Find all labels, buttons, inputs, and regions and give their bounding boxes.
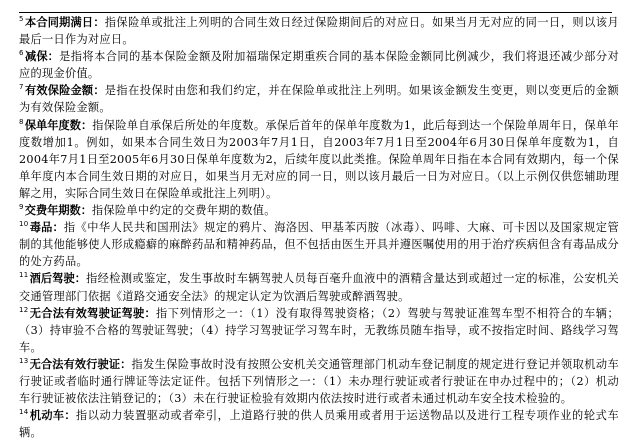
footnote-number: 9	[19, 203, 24, 212]
footnote-separator-line	[19, 12, 612, 13]
definition-text: 是指将本合同的基本保险金额及附加福瑞保定期重疾合同的基本保险金额同比例减少，我们将退还减少部分对应的现金价值。	[19, 50, 619, 81]
definition-item	[19, 270, 619, 304]
definition-term: 保单年度数：	[24, 118, 93, 132]
footnote-number: 12	[19, 305, 29, 314]
footnote-number: 14	[19, 408, 29, 417]
definitions-list	[19, 14, 619, 441]
footnote-number: 8	[19, 117, 24, 126]
footnote-number: 6	[19, 49, 24, 58]
definition-term: 无合法有效驾驶证驾驶：	[29, 306, 156, 320]
definition-item	[19, 407, 619, 441]
definition-text: 指保险单或批注上列明的合同生效日经过保险期间后的对应日。如果当月无对应的同一日，则以该月最后一日作为对应日。	[19, 16, 619, 47]
definition-term: 机动车：	[29, 409, 76, 423]
definition-item	[19, 48, 619, 82]
footnote-number: 7	[19, 83, 24, 92]
definition-term: 本合同期满日：	[24, 16, 105, 29]
definition-text: 指保险单中约定的交费年期的数值。	[91, 204, 276, 218]
definition-item	[19, 305, 619, 356]
footnote-number: 5	[19, 15, 24, 23]
definition-text: 指《中华人民共和国刑法》规定的鸦片、海洛因、甲基苯丙胺（冰毒）、吗啡、大麻、可卡因以及国家规定管制的其他能够使人形成瘾癖的麻醉药品和精神药品，但不包括由医生开具并遵医嘱使用的用于治疗疾病但含有毒品成分的处方药品。	[19, 221, 619, 269]
definition-item	[19, 356, 619, 407]
definition-item	[19, 82, 619, 116]
definition-text: 指经检测或鉴定，发生事故时车辆驾驶人员每百毫升血液中的酒精含量达到或超过一定的标准，公安机关交通管理部门依据《道路交通安全法》的规定认定为饮酒后驾驶或醉酒驾驶。	[19, 272, 619, 303]
definition-term: 无合法有效行驶证：	[29, 357, 132, 371]
definition-term: 酒后驾驶：	[29, 272, 87, 286]
footnote-number: 11	[19, 271, 29, 280]
definition-item	[19, 14, 619, 48]
definition-term: 有效保险金额：	[24, 84, 105, 98]
definition-item	[19, 219, 619, 270]
definition-term: 毒品：	[29, 221, 64, 235]
definition-text: 指下列情形之一：（1）没有取得驾驶资格；（2）驾驶与驾驶证准驾车型不相符合的车辆；（3）持审验不合格的驾驶证驾驶；（4）持学习驾驶证学习驾车时，无教练员随车指导，或不按指定时间、路线学习驾车。	[19, 306, 619, 354]
footnote-number: 13	[19, 356, 29, 365]
footnote-number: 10	[19, 220, 29, 229]
definition-text: 指发生保险事故时没有按照公安机关交通管理部门机动车登记制度的规定进行登记并领取机动车行驶证或者临时通行牌证等法定证件。包括下列情形之一：（1）未办理行驶证或者行驶证在申办过程中的；（2）机动车行驶证被依法注销登记的；（3）未在行驶证检验有效期内依法按时进行或者未通过机动车安全技术检验的。	[19, 357, 619, 406]
definition-item	[19, 117, 619, 202]
definition-text: 指保险单自承保后所处的年度数。承保后首年的保单年度数为1，此后每到达一个保险单周年日，保单年度数增加1。例如，如果本合同生效日为2003年7月1日，自2003年7月1日至2004年6月30日保单年度数为1，自2004年7月1日至2005年6月30日保单年度数为2，后续年度以此类推。保险单周年日指在本合同有效期内，每一个保单年度内本合同生效日期的对应日，如果当月无对应的同一日，则以该月最后一日为对应日。（以上示例仅供您辅助理解之用，实际合同生效日在保险单或批注上列明）。	[19, 118, 619, 200]
definition-item	[19, 202, 619, 219]
definition-text: 指以动力装置驱动或者牵引，上道路行驶的供人员乘用或者用于运送物品以及进行工程专项作业的轮式车辆。	[19, 409, 619, 440]
definition-term: 交费年期数：	[24, 204, 92, 218]
definition-text: 是指在投保时由您和我们约定，并在保险单或批注上列明。如果该金额发生变更，则以变更后的金额为有效保险金额。	[19, 84, 619, 115]
definition-term: 减保：	[24, 50, 60, 64]
